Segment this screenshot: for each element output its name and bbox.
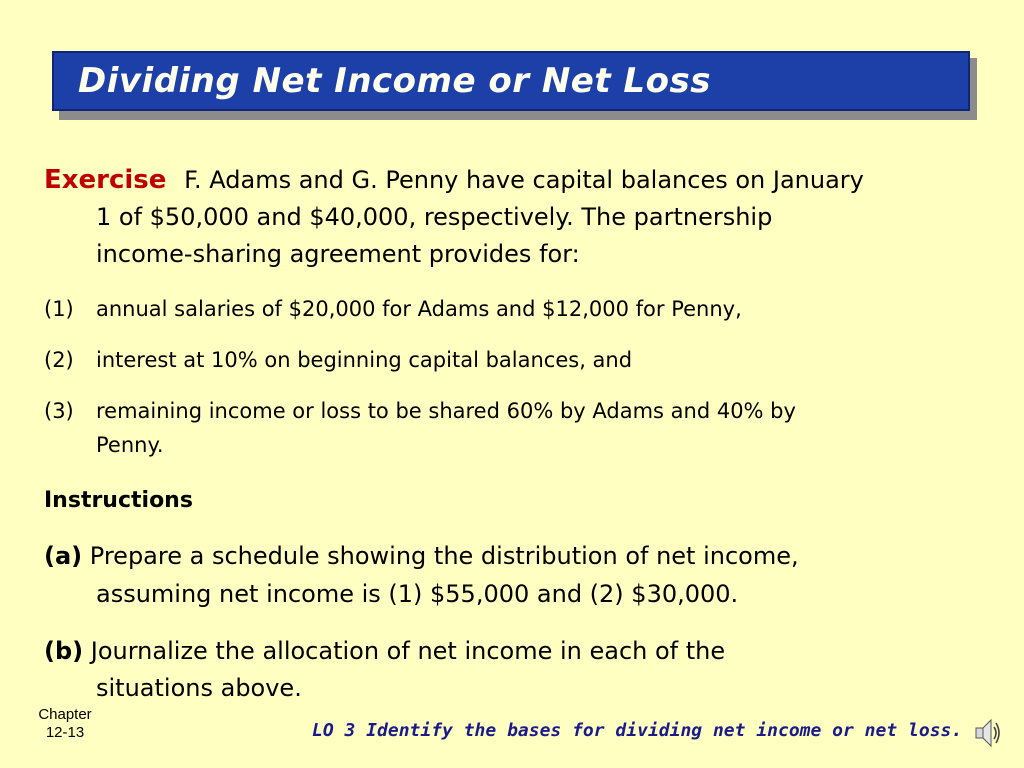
exercise-text-1: F. Adams and G. Penny have capital balances on January <box>184 166 864 194</box>
instruction-a-line-1 <box>44 538 1016 575</box>
item-2-number: (2) <box>44 348 74 372</box>
instruction-b-label: (b) <box>44 637 84 665</box>
speaker-icon[interactable] <box>974 716 1002 750</box>
chapter-number: 12-13 <box>45 724 85 741</box>
chapter-label-block <box>30 706 100 742</box>
item-1-text: annual salaries of $20,000 for Adams and $12,000 for Penny, <box>96 297 742 321</box>
item-2-text: interest at 10% on beginning capital balances, and <box>96 348 633 372</box>
exercise-text-2: 1 of $50,000 and $40,000, respectively. The partnership <box>96 203 773 231</box>
chapter-label: Chapter <box>38 706 92 723</box>
instruction-b-text-2: situations above. <box>96 674 302 702</box>
slide-title: Dividing Net Income or Net Loss <box>78 61 711 101</box>
exercise-text-3: income-sharing agreement provides for: <box>96 240 580 268</box>
item-1-number: (1) <box>44 297 74 321</box>
item-3-number: (3) <box>44 399 74 423</box>
instruction-a-text-2: assuming net income is (1) $55,000 and (2) $30,000. <box>96 580 739 608</box>
instruction-b-line-1 <box>44 633 1016 670</box>
instruction-b-text-1: Journalize the allocation of net income in each of the <box>90 637 726 665</box>
instructions-heading: Instructions <box>44 488 193 513</box>
title-bar <box>52 51 970 111</box>
item-3-text: remaining income or loss to be shared 60% by Adams and 40% by <box>96 399 796 423</box>
instruction-a-text-1: Prepare a schedule showing the distribution of net income, <box>89 542 799 570</box>
item-3-text-2: Penny. <box>96 433 164 457</box>
learning-objective: LO 3 Identify the bases for dividing net income or net loss. <box>312 720 963 741</box>
exercise-label: Exercise <box>44 165 167 195</box>
exercise-line-1 <box>44 162 1016 199</box>
instruction-a-label: (a) <box>44 542 83 570</box>
